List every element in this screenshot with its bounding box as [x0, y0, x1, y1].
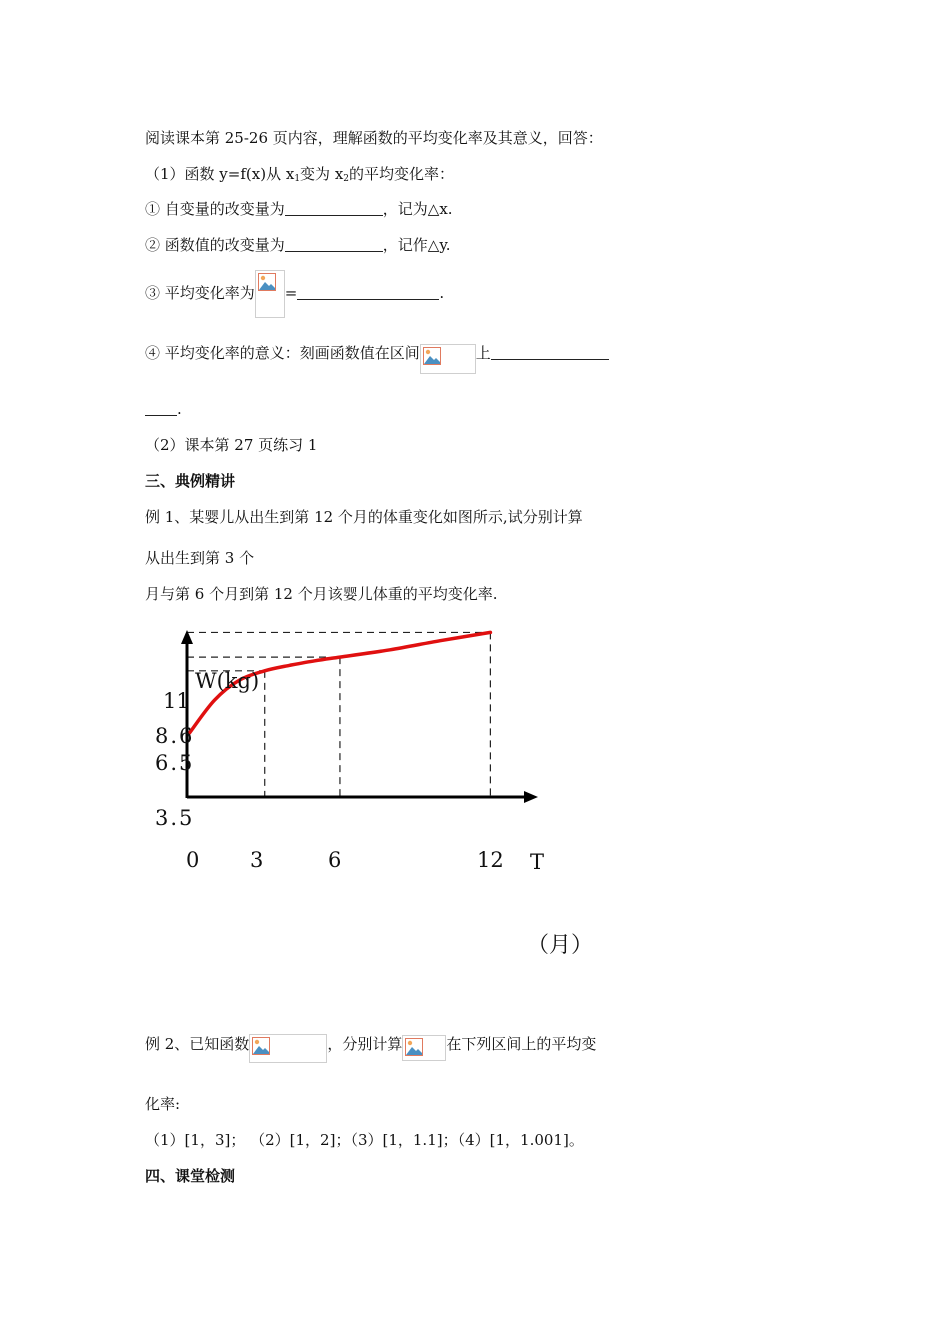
ex2-suffix: 在下列区间上的平均变 [446, 1035, 597, 1053]
question-2: （2）课本第 27 页练习 1 [145, 436, 318, 454]
q1-prefix: （1）函数 y=f(x)从 x [145, 165, 295, 183]
y-tick-label: 3.5 [155, 806, 195, 830]
function-image [249, 1034, 327, 1063]
example-2 [145, 1024, 596, 1064]
example-1-line-2: 从出生到第 3 个 [145, 549, 255, 567]
q1-sub2: 2 [343, 174, 350, 184]
q1-sub1: 1 [294, 174, 301, 184]
x-tick-label: 3 [250, 848, 264, 872]
item3-suffix: . [439, 284, 445, 302]
function-image [402, 1035, 446, 1061]
item2-prefix: ② 函数值的改变量为 [145, 236, 285, 254]
intro-text: 阅读课本第 25-26 页内容，理解函数的平均变化率及其意义，回答： [145, 129, 603, 147]
image-placeholder-icon [252, 1037, 270, 1055]
x-tick-label: 6 [328, 848, 342, 872]
x-axis-unit: （月） [527, 933, 594, 958]
y-tick-label: 6.5 [155, 751, 195, 775]
item3-eq: = [284, 284, 298, 302]
item4-prefix: ④ 平均变化率的意义：刻画函数值在区间 [145, 344, 420, 362]
x-axis-arrow [524, 791, 538, 803]
item1-prefix: ① 自变量的改变量为 [145, 200, 285, 218]
x-tick-label: 12 [477, 848, 504, 872]
q1-suffix: 的平均变化率： [349, 165, 455, 183]
y-axis-label: W(kg) [195, 669, 260, 693]
q1-mid: 变为 x [300, 165, 344, 183]
example-1-line-1: 例 1、某婴儿从出生到第 12 个月的体重变化如图所示,试分别计算 [145, 508, 583, 526]
example-2-line-2: 化率: [145, 1095, 181, 1113]
y-tick-label: 8.6 [155, 724, 195, 748]
item3-prefix: ③ 平均变化率为 [145, 284, 255, 302]
interval-list: （1）[1，3]； （2）[1，2]；（3）[1，1.1]；（4）[1，1.001]。 [145, 1131, 584, 1149]
item4-mid: 上 [475, 344, 491, 362]
y-tick-label: 11 [163, 689, 190, 713]
item2-suffix: ，记作△y. [382, 236, 451, 254]
ex2-mid: ，分别计算 [327, 1035, 403, 1053]
x-tick-label: 0 [186, 848, 200, 872]
ex2-prefix: 例 2、已知函数 [145, 1035, 250, 1053]
section-3-heading: 三、典例精讲 [145, 472, 236, 490]
x-axis-label: T [530, 850, 545, 874]
item4-tail: . [177, 400, 182, 418]
section-4-heading: 四、课堂检测 [145, 1167, 236, 1185]
item1-suffix: ，记为△x. [382, 200, 453, 218]
example-1-line-3: 月与第 6 个月到第 12 个月该婴儿体重的平均变化率. [145, 585, 498, 603]
image-placeholder-icon [405, 1038, 423, 1056]
